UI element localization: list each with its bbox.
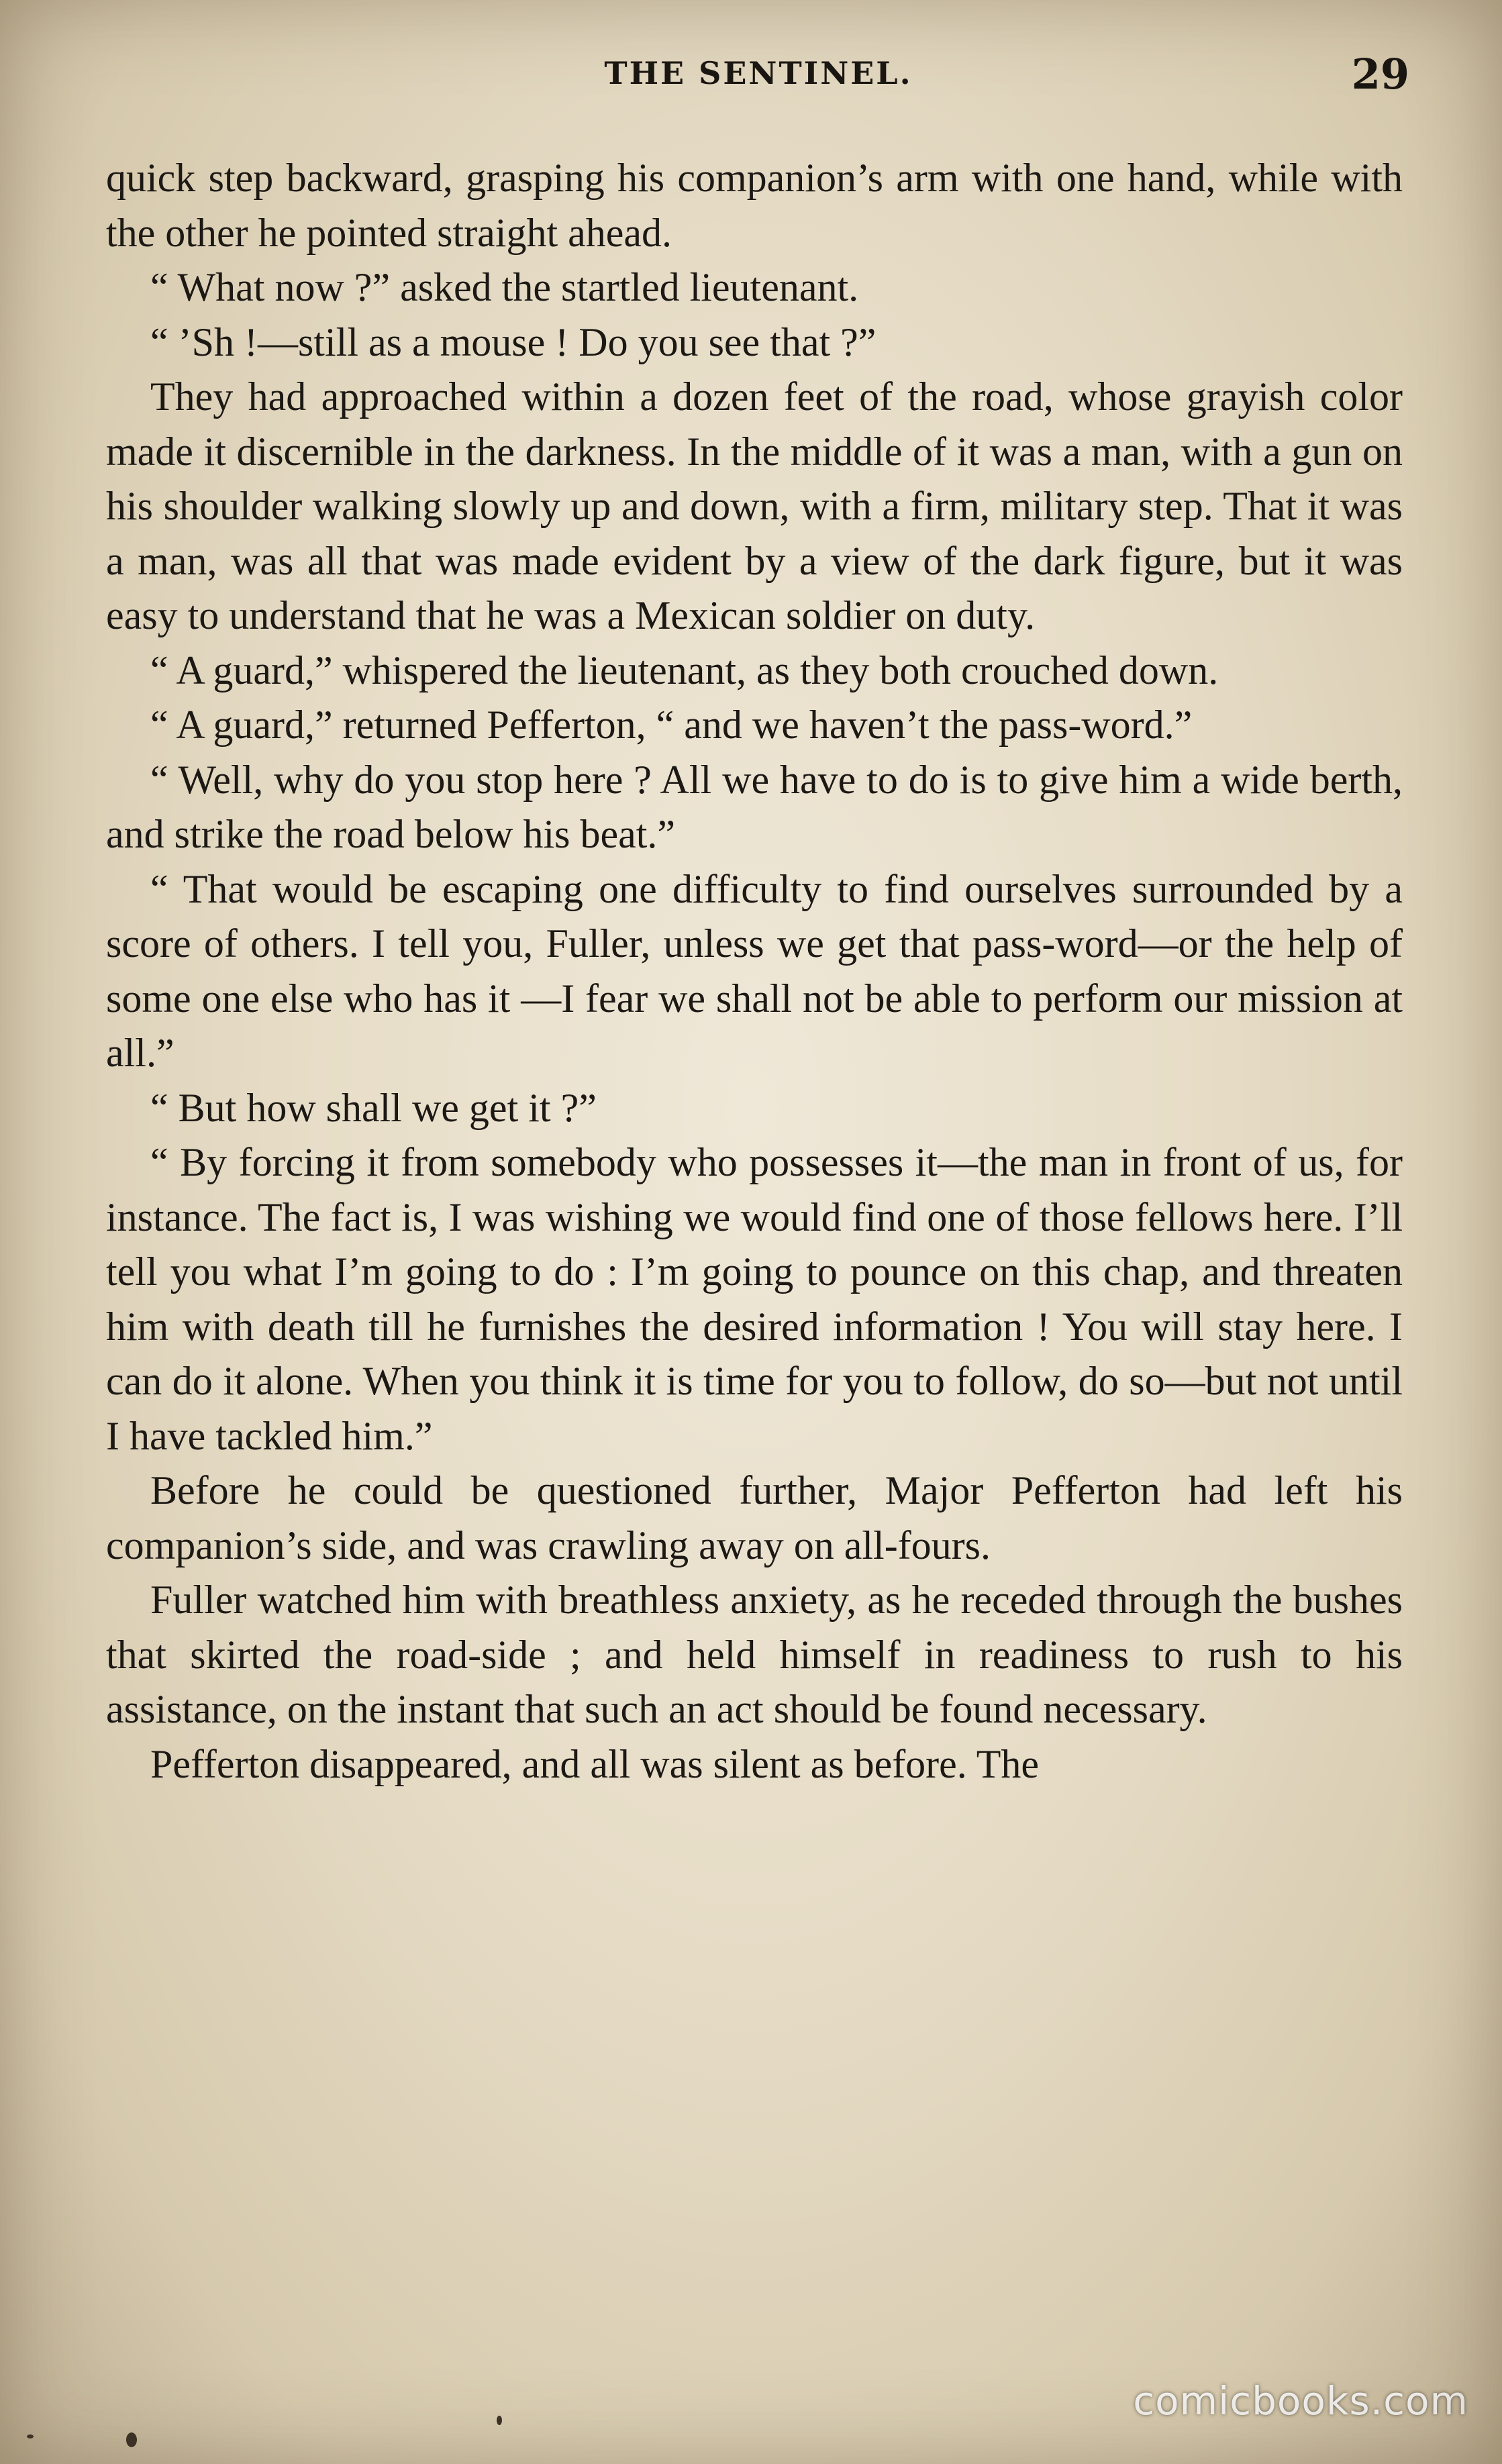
paragraph: They had approached within a dozen feet of the road, whose grayish color made it discernible in the darkness. In the middle of it was a man, with a gun on his shoulder walking slowly up and down, with a firm, military step. That it was a man, was all that was made evident by a view of the dark figure, but it was easy to understand that he was a Mexican soldier on duty.	[106, 374, 1403, 637]
paragraph: “ By forcing it from somebody who possesses it—the man in front of us, for instance. The fact is, I was wishing we would find one of those fellows here. I’ll tell you what I’m going to do : I’m going to pounce on this chap, and threaten him with death till he furnishes the desired information ! You will stay here. I can do it alone. When you think it is time for you to follow, do so—but not until I have tackled him.”	[106, 1140, 1403, 1458]
running-title: THE SENTINEL.	[604, 55, 913, 91]
paragraph: “ A guard,” whispered the lieutenant, as they both crouched down.	[150, 648, 1219, 692]
paragraph: Pefferton disappeared, and all was silent as before. The	[150, 1741, 1039, 1786]
watermark: comicbooks.com	[1133, 2378, 1468, 2424]
paper-speck	[27, 2434, 34, 2439]
paragraph: “ A guard,” returned Pefferton, “ and we haven’t the pass-word.”	[150, 703, 1193, 747]
paragraph: “ But how shall we get it ?”	[150, 1085, 597, 1130]
paragraph: “ ’Sh !—still as a mouse ! Do you see that ?”	[150, 319, 877, 364]
running-head	[107, 47, 1409, 107]
page-number: 29	[1351, 50, 1409, 99]
paper-speck	[126, 2432, 137, 2447]
paragraph: Before he could be questioned further, Major Pefferton had left his companion’s side, and was crawling away on all-fours.	[106, 1468, 1403, 1568]
paragraph: quick step backward, grasping his companion’s arm with one hand, while with the other he pointed straight ahead.	[106, 156, 1403, 255]
paragraph: “ What now ?” asked the startled lieutenant.	[150, 265, 859, 309]
paper-speck	[497, 2416, 502, 2425]
paragraph: “ Well, why do you stop here ? All we have to do is to give him a wide berth, and strike the road below his beat.”	[106, 757, 1403, 856]
paragraph: Fuller watched him with breathless anxiety, as he receded through the bushes that skirted the road-side ; and held himself in readiness to rush to his assistance, on the instant that such an act should be found necessary.	[106, 1578, 1403, 1731]
body-text	[106, 151, 1403, 2325]
paragraph: “ That would be escaping one difficulty to find ourselves surrounded by a score of others. I tell you, Fuller, unless we get that pass-word—or the help of some one else who has it —I fear we shall not be able to perform our mission at all.”	[106, 866, 1403, 1075]
